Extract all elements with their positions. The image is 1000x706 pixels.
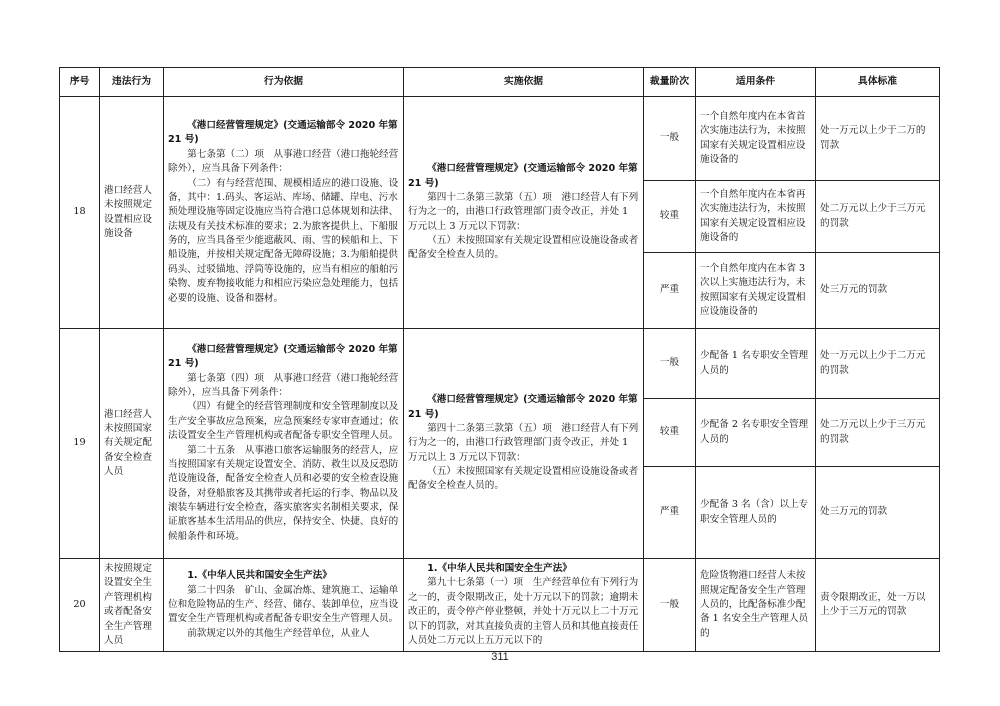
standard-cell: 处二万元以上少于三万元的罚款 — [816, 181, 940, 253]
basis-title: 1.《中华人民共和国安全生产法》 — [187, 570, 332, 582]
row-seq: 19 — [60, 329, 100, 559]
impl-para: 第九十七条第（一）项 生产经营单位有下列行为之一的，责令限期改正，处十万元以下的罚款；逾期未改正的，责令停产停业整顿，并处十万元以上二十万元以下的罚款，对其直接负责的主管人员和其他直接责任人员处二万元以上五万元以下的 — [408, 577, 639, 646]
header-condition: 适用条件 — [696, 68, 816, 97]
standard-cell: 处一万元以上少于二万的罚款 — [816, 97, 940, 181]
basis-para: （四）有健全的经营管理制度和安全管理制度以及生产安全事故应急预案，应急预案经专家审查通过；依法设置安全生产管理机构或者配备专职安全管理人员。 — [168, 401, 399, 442]
impl-para: 第四十二条第三款第（五）项 港口经营人有下列行为之一的，由港口行政管理部门责令改正，并处 1 万元以上 3 万元以下罚款： — [408, 191, 639, 232]
level-cell: 一般 — [644, 329, 696, 399]
table-row — [60, 97, 940, 181]
row-impl — [404, 559, 644, 652]
header-seq: 序号 — [60, 68, 100, 97]
condition-cell: 一个自然年度内在本省首次实施违法行为，未按照国家有关规定设置相应设施设备的 — [696, 97, 816, 181]
impl-para: 第四十二条第三款第（五）项 港口经营人有下列行为之一的，由港口行政管理部门责令改正，并处 1 万元以上 3 万元以下罚款： — [408, 422, 639, 463]
table-header-row — [60, 68, 940, 97]
row-seq: 20 — [60, 559, 100, 652]
row-seq: 18 — [60, 97, 100, 329]
row-basis — [164, 97, 404, 329]
row-basis — [164, 329, 404, 559]
impl-title: 1.《中华人民共和国安全生产法》 — [427, 563, 572, 574]
row-basis — [164, 559, 404, 652]
basis-para: 第二十五条 从事港口旅客运输服务的经营人，应当按照国家有关规定设置安全、消防、救生以及反恐防范设施设备，配备安全检查人员和必要的安全检查设施设备，对登船旅客及其携带或者托运的行李、物品以及滚装车辆进行安全检查，落实旅客实名制相关要求，保证旅客基本生活用品的供应，保持安全、快捷、良好的候船条件和环境。 — [168, 444, 399, 542]
row-impl — [404, 329, 644, 559]
page-number: 311 — [491, 651, 509, 663]
table-row — [60, 559, 940, 652]
condition-cell: 少配备 2 名专职安全管理人员的 — [696, 399, 816, 467]
level-cell: 一般 — [644, 559, 696, 652]
regulation-table — [59, 67, 940, 652]
standard-cell: 处一万元以上少于二万元的罚款 — [816, 329, 940, 399]
header-standard: 具体标准 — [816, 68, 940, 97]
impl-title: 《港口经营管理规定》(交通运输部令 2020 年第 21 号) — [408, 394, 638, 420]
standard-cell: 责令限期改正，处一万以上少于三万元的罚款 — [816, 559, 940, 652]
level-cell: 严重 — [644, 253, 696, 329]
basis-para: 第七条第（四）项 从事港口经营（港口拖轮经营除外），应当具备下列条件： — [168, 372, 399, 398]
basis-para: 前款规定以外的其他生产经营单位，从业人 — [187, 627, 370, 639]
basis-title: 《港口经营管理规定》(交通运输部令 2020 年第 21 号) — [168, 343, 398, 370]
header-basis: 行为依据 — [164, 68, 404, 97]
basis-para: 第二十四条 矿山、金属冶炼、建筑施工、运输单位和危险物品的生产、经营、储存、装卸单位，应当设置安全生产管理机构或者配备专职安全生产管理人员。 — [168, 584, 399, 625]
header-violation: 违法行为 — [100, 68, 164, 97]
standard-cell: 处三万元的罚款 — [816, 253, 940, 329]
level-cell: 较重 — [644, 181, 696, 253]
standard-cell: 处三万元的罚款 — [816, 467, 940, 559]
condition-cell: 一个自然年度内在本省 3次以上实施违法行为，未按照国家有关规定设置相应设施设备的 — [696, 253, 816, 329]
row-impl — [404, 97, 644, 329]
condition-cell: 少配备 1 名专职安全管理人员的 — [696, 329, 816, 399]
condition-cell: 一个自然年度内在本省再次实施违法行为，未按照国家有关规定设置相应设施设备的 — [696, 181, 816, 253]
row-violation: 港口经营人未按照国家有关规定配备安全检查人员 — [100, 329, 164, 559]
level-cell: 较重 — [644, 399, 696, 467]
impl-title: 《港口经营管理规定》(交通运输部令 2020 年第 21 号) — [408, 163, 638, 189]
standard-cell: 处二万元以上少于三万元的罚款 — [816, 399, 940, 467]
condition-cell: 危险货物港口经营人未按照规定配备安全生产管理人员的，比配备标准少配备 1 名安全生产管理人员的 — [696, 559, 816, 652]
level-cell: 严重 — [644, 467, 696, 559]
level-cell: 一般 — [644, 97, 696, 181]
header-impl: 实施依据 — [404, 68, 644, 97]
impl-para: （五）未按照国家有关规定设置相应设施设备或者配备安全检查人员的。 — [408, 235, 639, 261]
row-violation: 港口经营人未按照规定设置相应设施设备 — [100, 97, 164, 329]
condition-cell: 少配备 3 名（含）以上专职安全管理人员的 — [696, 467, 816, 559]
basis-para: 第七条第（二）项 从事港口经营（港口拖轮经营除外），应当具备下列条件： — [168, 148, 399, 175]
impl-para: （五）未按照国家有关规定设置相应设施设备或者配备安全检查人员的。 — [408, 466, 639, 492]
basis-title: 《港口经营管理规定》(交通运输部令 2020 年第 21 号) — [168, 119, 398, 146]
row-violation: 未按照规定设置安全生产管理机构或者配备安全生产管理人员 — [100, 559, 164, 652]
header-level: 裁量阶次 — [644, 68, 696, 97]
basis-para: （二）有与经营范围、规模相适应的港口设施、设备，其中：1.码头、客运站、库场、储罐、岸电、污水预处理设施等固定设施应当符合港口总体规划和法律、法规及有关技术标准的要求；2.为旅客提供上、下船服务的，应当具备至少能遮蔽风、雨、雪的候船和上、下船设施，并按相关规定配备无障碍设施；3.为船舶提供码头、过驳锚地、浮筒等设施的，应当有相应的船舶污染物、废弃物接收能力和相应污染应急处理能力，包括必要的设施、设备和器材。 — [168, 177, 399, 304]
table-row — [60, 329, 940, 399]
